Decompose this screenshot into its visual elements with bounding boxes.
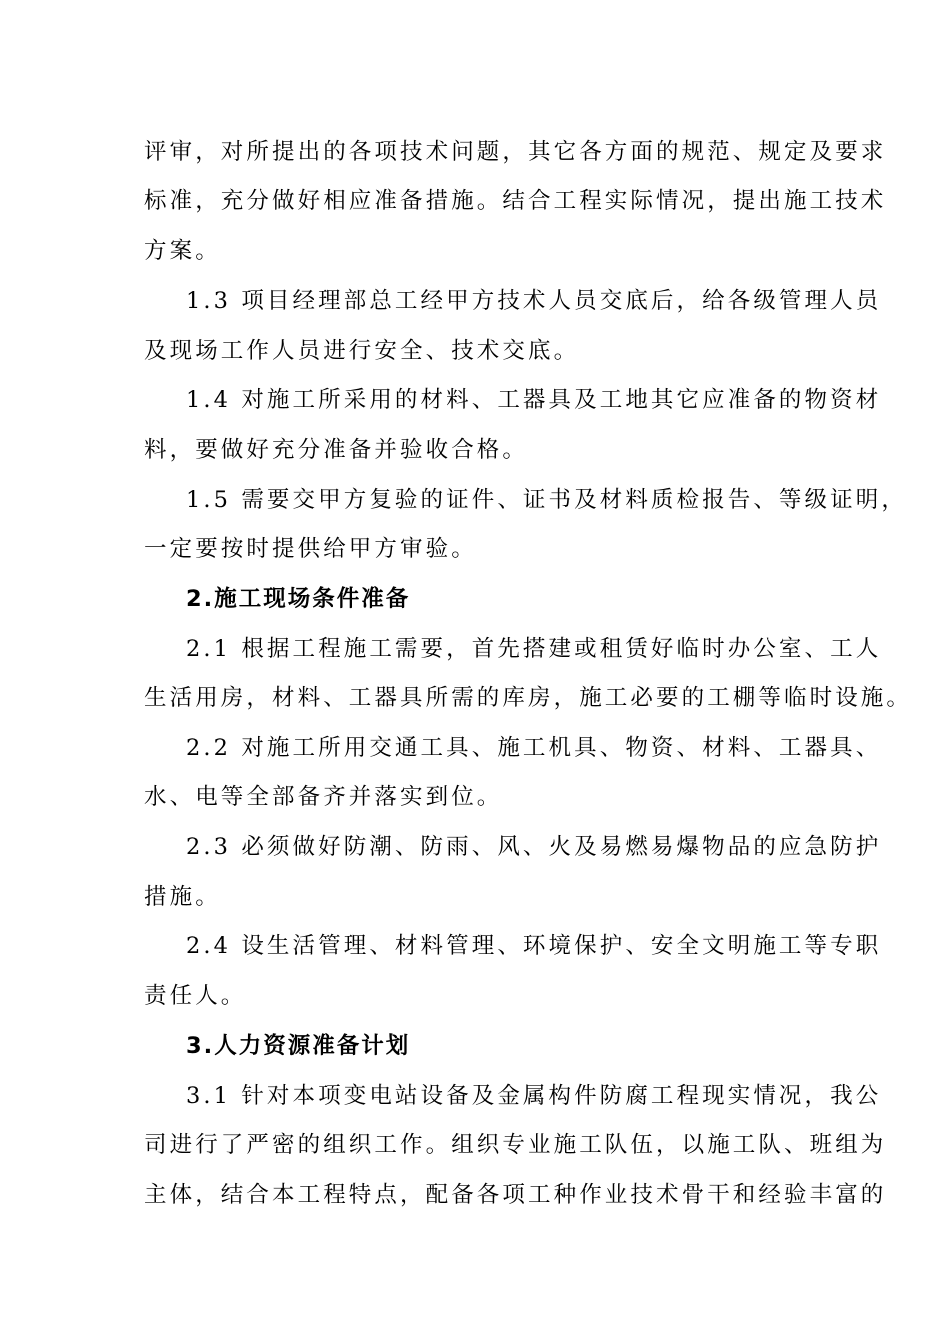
heading-text: 3.人力资源准备计划	[186, 1033, 411, 1059]
paragraph-line	[0, 723, 950, 773]
line-text: 2.4 设生活管理、材料管理、环境保护、安全文明施工等专职	[186, 933, 882, 959]
line-text: 1.3 项目经理部总工经甲方技术人员交底后，给各级管理人员	[186, 288, 882, 314]
line-text: 2.1 根据工程施工需要，首先搭建或租赁好临时办公室、工人	[186, 636, 882, 662]
paragraph-line	[0, 971, 950, 1021]
paragraph-line	[0, 524, 950, 574]
line-text: 主体，结合本工程特点，配备各项工种作业技术骨干和经验丰富的	[144, 1182, 887, 1208]
paragraph-line	[0, 127, 950, 177]
line-text: 2.2 对施工所用交通工具、施工机具、物资、材料、工器具、	[186, 735, 882, 761]
paragraph-line	[0, 673, 950, 723]
paragraph-line	[0, 624, 950, 674]
heading-text: 2.施工现场条件准备	[186, 586, 411, 612]
paragraph-line	[0, 375, 950, 425]
paragraph-line	[0, 1120, 950, 1170]
line-text: 责任人。	[144, 983, 247, 1009]
paragraph-line	[0, 1170, 950, 1220]
line-text: 3.1 针对本项变电站设备及金属构件防腐工程现实情况，我公	[186, 1083, 882, 1109]
paragraph-line	[0, 276, 950, 326]
paragraph-line	[0, 425, 950, 475]
section-heading	[0, 1021, 950, 1071]
line-text: 1.4 对施工所采用的材料、工器具及工地其它应准备的物资材	[186, 387, 882, 413]
line-text: 1.5 需要交甲方复验的证件、证书及材料质检报告、等级证明，	[186, 487, 907, 513]
paragraph-line	[0, 772, 950, 822]
line-text: 2.3 必须做好防潮、防雨、风、火及易燃易爆物品的应急防护	[186, 834, 882, 860]
paragraph-line	[0, 475, 950, 525]
paragraph-line	[0, 176, 950, 226]
line-text: 及现场工作人员进行安全、技术交底。	[144, 338, 580, 364]
paragraph-line	[0, 921, 950, 971]
line-text: 水、电等全部备齐并落实到位。	[144, 784, 503, 810]
line-text: 措施。	[144, 884, 221, 910]
paragraph-line	[0, 872, 950, 922]
line-text: 评审，对所提出的各项技术问题，其它各方面的规范、规定及要求	[144, 139, 887, 165]
line-text: 料，要做好充分准备并验收合格。	[144, 437, 529, 463]
line-text: 方案。	[144, 238, 221, 264]
paragraph-line	[0, 226, 950, 276]
line-text: 司进行了严密的组织工作。组织专业施工队伍，以施工队、班组为	[144, 1132, 887, 1158]
paragraph-line	[0, 326, 950, 376]
paragraph-line	[0, 822, 950, 872]
section-heading	[0, 574, 950, 624]
line-text: 标准，充分做好相应准备措施。结合工程实际情况，提出施工技术	[144, 188, 887, 214]
line-text: 一定要按时提供给甲方审验。	[144, 536, 477, 562]
paragraph-line	[0, 1071, 950, 1121]
line-text: 生活用房，材料、工器具所需的库房，施工必要的工棚等临时设施。	[144, 685, 913, 711]
